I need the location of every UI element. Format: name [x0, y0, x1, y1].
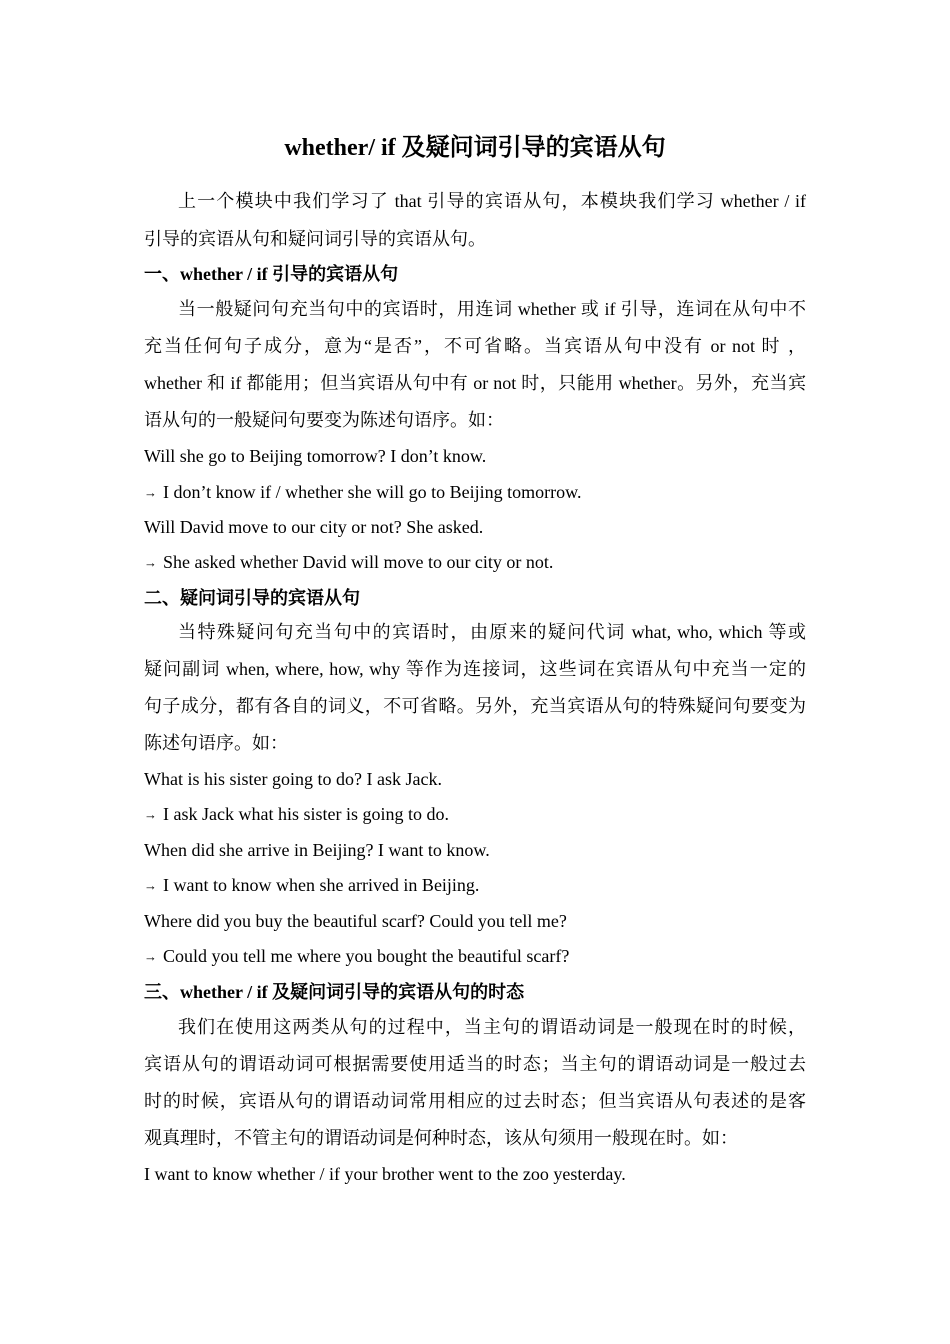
section3-heading: 三、whether / if 及疑问词引导的宾语从句的时态 [144, 982, 525, 1002]
section2-example-question-2: When did she arrive in Beijing? I want to know. [144, 840, 490, 860]
section3-para-line-3: 时的时候，宾语从句的谓语动词常用相应的过去时态；但当宾语从句表述的是客 [144, 1091, 806, 1111]
section2-example-answer-1 [144, 801, 449, 829]
intro-line-1: 上一个模块中我们学习了 that 引导的宾语从句，本模块我们学习 whether / if [178, 191, 806, 211]
section2-para-line-1: 当特殊疑问句充当句中的宾语时，由原来的疑问代词 what, who, which 等或 [178, 622, 806, 642]
arrow-right-icon: → [144, 807, 157, 822]
section2-example-question-3: Where did you buy the beautiful scarf? Could you tell me? [144, 911, 567, 931]
section3-para-line-4: 观真理时，不管主句的谓语动词是何种时态，该从句须用一般现在时。如： [144, 1128, 738, 1148]
section1-para-line-3: whether 和 if 都能用；但当宾语从句中有 or not 时，只能用 whether。另外，充当宾 [144, 373, 806, 393]
section3-para-line-2: 宾语从句的谓语动词可根据需要使用适当的时态；当主句的谓语动词是一般过去 [144, 1054, 806, 1074]
section1-para-line-2: 充当任何句子成分，意为“是否”，不可省略。当宾语从句中没有 or not 时 ， [144, 336, 806, 356]
arrow-right-icon: → [144, 555, 157, 570]
section1-heading: 一、whether / if 引导的宾语从句 [144, 264, 399, 284]
section2-example-answer-3 [144, 943, 569, 971]
section2-example-answer-2 [144, 872, 479, 900]
section2-para-line-2: 疑问副词 when, where, how, why 等作为连接词，这些词在宾语从句中充当一定的 [144, 659, 806, 679]
section2-para-line-4: 陈述句语序。如： [144, 733, 288, 753]
section1-para-line-4: 语从句的一般疑问句要变为陈述句语序。如： [144, 410, 504, 430]
arrow-right-icon: → [144, 949, 157, 964]
section3-para-line-1: 我们在使用这两类从句的过程中，当主句的谓语动词是一般现在时的时候， [178, 1017, 806, 1037]
section2-heading: 二、疑问词引导的宾语从句 [144, 588, 360, 608]
section1-para-line-1: 当一般疑问句充当句中的宾语时，用连词 whether 或 if 引导，连词在从句中不 [178, 299, 806, 319]
section1-example-answer-2 [144, 549, 553, 577]
section2-para-line-3: 句子成分，都有各自的词义，不可省略。另外，充当宾语从句的特殊疑问句要变为 [144, 696, 806, 716]
answer-text: I ask Jack what his sister is going to do. [163, 804, 449, 824]
answer-text: I want to know when she arrived in Beijing. [163, 875, 480, 895]
section1-example-question-2: Will David move to our city or not? She asked. [144, 517, 484, 537]
section1-example-answer-1 [144, 479, 581, 507]
page-title: whether/ if 及疑问词引导的宾语从句 [284, 135, 666, 161]
section3-example: I want to know whether / if your brother went to the zoo yesterday. [144, 1164, 626, 1184]
section2-example-question-1: What is his sister going to do? I ask Jack. [144, 769, 442, 789]
answer-text: Could you tell me where you bought the beautiful scarf? [163, 946, 570, 966]
arrow-right-icon: → [144, 878, 157, 893]
section1-example-question-1: Will she go to Beijing tomorrow? I don’t know. [144, 446, 487, 466]
answer-text: She asked whether David will move to our city or not. [163, 552, 554, 572]
intro-line-2: 引导的宾语从句和疑问词引导的宾语从句。 [144, 229, 486, 249]
arrow-right-icon: → [144, 485, 157, 500]
answer-text: I don’t know if / whether she will go to Beijing tomorrow. [163, 482, 582, 502]
